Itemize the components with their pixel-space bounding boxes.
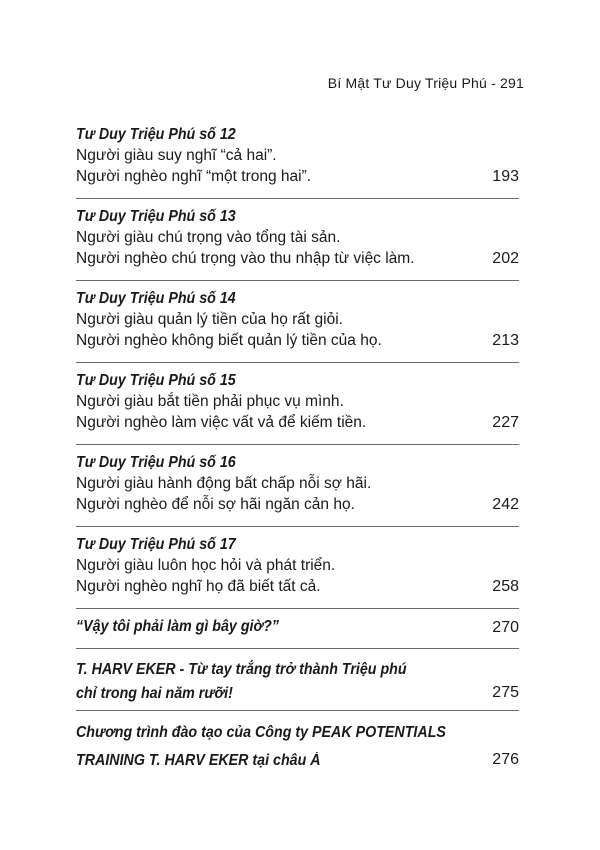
entry-title-line-1: T. HARV EKER - Từ tay trắng trở thành Triệu phú — [76, 661, 407, 678]
page-number: 276 — [492, 751, 519, 768]
entry-line: Người giàu bắt tiền phải phục vụ mình. — [76, 393, 344, 410]
toc-entry-what-now — [76, 617, 519, 649]
entry-title: Tư Duy Triệu Phú số 17 — [76, 536, 236, 553]
entry-line: Người nghèo chú trọng vào thu nhập từ việc làm. — [76, 250, 415, 267]
table-of-contents — [76, 125, 519, 773]
page-number: 242 — [492, 496, 519, 513]
entry-line: Người nghèo làm việc vất vả để kiếm tiền. — [76, 414, 367, 431]
toc-entry-peak-potentials — [76, 723, 519, 773]
entry-title-line-1: Chương trình đào tạo của Công ty PEAK POTENTIALS — [76, 724, 446, 741]
page-number: 270 — [492, 619, 519, 636]
entry-title: Tư Duy Triệu Phú số 13 — [76, 208, 236, 225]
toc-entry-17 — [76, 535, 519, 609]
entry-line: Người nghèo nghĩ họ đã biết tất cả. — [76, 578, 321, 595]
toc-entry-14 — [76, 289, 519, 363]
entry-line: Người giàu suy nghĩ “cả hai”. — [76, 147, 277, 164]
toc-entry-16 — [76, 453, 519, 527]
entry-line: Người nghèo không biết quản lý tiền của họ. — [76, 332, 382, 349]
page-number: 202 — [492, 250, 519, 267]
entry-line: Người giàu hành động bất chấp nỗi sợ hãi. — [76, 475, 372, 492]
entry-title-line-2: chỉ trong hai năm rưỡi! — [76, 685, 233, 702]
page-number: 275 — [492, 684, 519, 701]
page-number: 258 — [492, 578, 519, 595]
entry-line: Người giàu luôn học hỏi và phát triển. — [76, 557, 336, 574]
entry-line: Người giàu chú trọng vào tổng tài sản. — [76, 229, 341, 246]
entry-title: Tư Duy Triệu Phú số 12 — [76, 126, 236, 143]
entry-title: Tư Duy Triệu Phú số 14 — [76, 290, 236, 307]
entry-line: Người nghèo nghĩ “một trong hai”. — [76, 168, 312, 185]
entry-title-line-2: TRAINING T. HARV EKER tại châu Á — [76, 752, 321, 769]
page-number: 227 — [492, 414, 519, 431]
entry-title: Tư Duy Triệu Phú số 16 — [76, 454, 236, 471]
entry-title: “Vậy tôi phải làm gì bây giờ?” — [76, 618, 279, 635]
toc-entry-12 — [76, 125, 519, 199]
toc-entry-15 — [76, 371, 519, 445]
page-number: 193 — [492, 168, 519, 185]
entry-line: Người giàu quản lý tiền của họ rất giỏi. — [76, 311, 343, 328]
entry-line: Người nghèo để nỗi sợ hãi ngăn cản họ. — [76, 496, 355, 513]
entry-title: Tư Duy Triệu Phú số 15 — [76, 372, 236, 389]
toc-entry-13 — [76, 207, 519, 281]
toc-entry-harv-eker — [76, 660, 519, 711]
running-head: Bí Mật Tư Duy Triệu Phú - 291 — [327, 75, 524, 91]
page-number: 213 — [492, 332, 519, 349]
